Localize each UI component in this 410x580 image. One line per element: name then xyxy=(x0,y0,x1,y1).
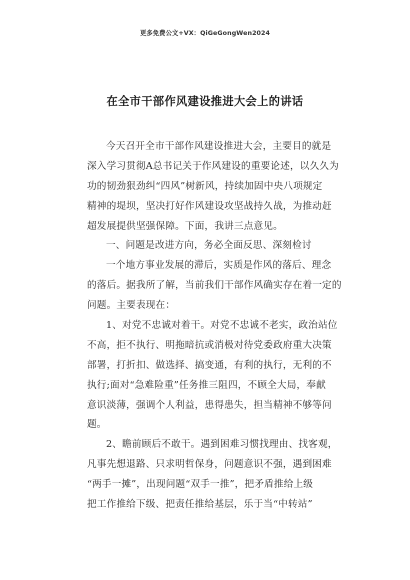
body-line: 凡事先想退路、只求明哲保身，问题意识不强，遇到困难 xyxy=(87,459,332,471)
body-line: 今天召开全市干部作风建设推进大会，主要目的就是 xyxy=(106,141,332,152)
body-line: 执行;面对“急难险重”任务推三阻四，不顾全大局，奉献 xyxy=(87,379,326,391)
body-line: 超发展提供坚强保障。下面，我讲三点意见。 xyxy=(87,220,283,232)
document-body xyxy=(87,137,349,515)
body-line: 题。 xyxy=(87,419,107,431)
body-line: 不高，拒不执行、明拖暗抗或消极对待党委政府重大决策 xyxy=(87,339,332,351)
body-line: 精神的堤坝，坚决打好作风建设攻坚战持久战，为推动赶 xyxy=(87,200,332,212)
body-line: 部署，打折扣、做选择、搞变通，有利的执行，无利的不 xyxy=(87,359,332,371)
document-title: 在全市干部作风建设推进大会上的讲话 xyxy=(106,95,304,108)
body-line: 的落后。据我所了解，当前我们干部作风确实存在着一定的 xyxy=(87,280,342,292)
body-line: 功的韧劲狠劲纠“四风”树新风，持续加固中央八项规定 xyxy=(87,180,323,192)
body-line: 2、瞻前顾后不敢干。遇到困难习惯找理由、找客观， xyxy=(106,439,338,451)
body-line: 1、对党不忠诚对着干。对党不忠诚不老实，政治站位 xyxy=(106,320,338,332)
body-line: 一个地方事业发展的滞后，实质是作风的落后、理念 xyxy=(106,260,332,272)
body-line: 把工作推给下级、把责任推给基层，乐于当“中转站” xyxy=(87,499,313,511)
body-line: 深入学习贯彻A总书记关于作风建设的重要论述，以久久为 xyxy=(87,160,339,172)
header-note: 更多免费公文+VX：QiGeGongWen2024 xyxy=(139,30,271,37)
body-line: 问题。主要表现在： xyxy=(87,300,176,312)
body-line: 意识淡薄，强调个人利益，患得患失，担当精神不够等问 xyxy=(87,399,332,411)
body-line: “两手一摊”，出现问题“双手一推”，把矛盾推给上级 xyxy=(87,479,314,491)
section-heading: 一、问题是改进方向，务必全面反思、深刻检讨 xyxy=(106,240,312,252)
